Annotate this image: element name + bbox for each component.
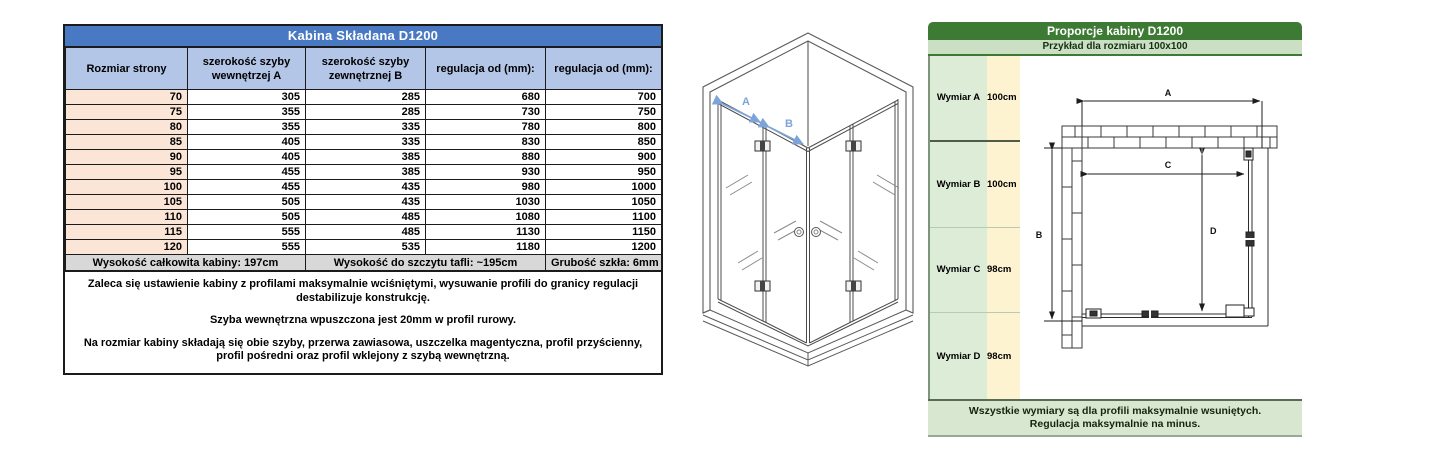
plan-dimension-a — [1082, 88, 1262, 148]
dimension-row — [930, 228, 1020, 314]
column-header-row — [66, 48, 662, 90]
value-cell: 535 — [306, 240, 426, 255]
value-cell: 730 — [426, 105, 546, 120]
value-cell: 285 — [306, 105, 426, 120]
value-cell: 1030 — [426, 195, 546, 210]
table-row — [66, 195, 662, 210]
value-cell: 505 — [188, 210, 306, 225]
column-header: szerokość szyby wewnętrzej A — [188, 48, 306, 90]
notes — [65, 271, 661, 364]
top-wall-profile — [1062, 126, 1277, 148]
dimension-label: Wymiar A — [930, 56, 987, 140]
value-cell: 900 — [546, 150, 662, 165]
plan-label-a: A — [1164, 88, 1172, 98]
panel-footer-note — [928, 399, 1302, 437]
size-cell: 90 — [66, 150, 188, 165]
size-cell: 100 — [66, 180, 188, 195]
size-cell: 70 — [66, 90, 188, 105]
size-cell: 115 — [66, 225, 188, 240]
plan-dimension-c — [1088, 160, 1244, 174]
column-header: Rozmiar strony — [66, 48, 188, 90]
dimension-value: 100cm — [987, 56, 1020, 140]
table-footer-row — [66, 255, 662, 271]
size-cell: 105 — [66, 195, 188, 210]
value-cell: 950 — [546, 165, 662, 180]
size-table — [65, 47, 662, 271]
dimension-label: Wymiar C — [930, 228, 987, 313]
left-wall-profile — [1062, 126, 1082, 348]
shower-tray — [703, 310, 913, 366]
value-cell: 1080 — [426, 210, 546, 225]
panel-footer-line: Regulacja maksymalnie na minus. — [1029, 418, 1201, 430]
value-cell: 505 — [188, 195, 306, 210]
panel-body — [928, 56, 1302, 399]
value-cell: 285 — [306, 90, 426, 105]
plan-label-b: B — [1035, 230, 1043, 240]
value-cell: 485 — [306, 225, 426, 240]
value-cell: 1180 — [426, 240, 546, 255]
value-cell: 305 — [188, 90, 306, 105]
table-row — [66, 225, 662, 240]
table-row — [66, 180, 662, 195]
value-cell: 1200 — [546, 240, 662, 255]
panel-title: Proporcje kabiny D1200 — [928, 22, 1302, 40]
dimension-list — [930, 56, 1020, 399]
size-cell: 85 — [66, 135, 188, 150]
value-cell: 1000 — [546, 180, 662, 195]
value-cell: 555 — [188, 240, 306, 255]
panel-footer-line: Wszystkie wymiary są dla profili maksymalnie wsuniętych. — [968, 405, 1262, 417]
column-header: regulacja od (mm): — [546, 48, 662, 90]
size-cell: 75 — [66, 105, 188, 120]
column-header: regulacja od (mm): — [426, 48, 546, 90]
dimension-row — [930, 142, 1020, 228]
value-cell: 405 — [188, 150, 306, 165]
footer-cell: Wysokość całkowita kabiny: 197cm — [66, 255, 306, 271]
dimension-value: 100cm — [987, 142, 1020, 227]
dimension-value: 98cm — [987, 313, 1020, 399]
value-cell: 455 — [188, 165, 306, 180]
value-cell: 385 — [306, 165, 426, 180]
value-cell: 435 — [306, 180, 426, 195]
value-cell: 1150 — [546, 225, 662, 240]
table-row — [66, 150, 662, 165]
dimension-row — [930, 56, 1020, 142]
door-knobs — [795, 228, 821, 237]
footer-cell: Grubość szkła: 6mm — [546, 255, 662, 271]
value-cell: 405 — [188, 135, 306, 150]
table-row — [66, 210, 662, 225]
note-paragraph: Szyba wewnętrzna wpuszczona jest 20mm w profil rurowy. — [209, 314, 517, 326]
panel-subtitle: Przykład dla rozmiaru 100x100 — [928, 40, 1302, 56]
value-cell: 435 — [306, 195, 426, 210]
value-cell: 355 — [188, 120, 306, 135]
size-cell: 110 — [66, 210, 188, 225]
plan-label-c: C — [1164, 160, 1172, 170]
size-cell: 95 — [66, 165, 188, 180]
table-row — [66, 165, 662, 180]
value-cell: 1100 — [546, 210, 662, 225]
size-cell: 120 — [66, 240, 188, 255]
value-cell: 680 — [426, 90, 546, 105]
value-cell: 750 — [546, 105, 662, 120]
value-cell: 455 — [188, 180, 306, 195]
table-title: Kabina Składana D1200 — [65, 26, 661, 47]
value-cell: 355 — [188, 105, 306, 120]
table-row — [66, 135, 662, 150]
table-row — [66, 240, 662, 255]
value-cell: 335 — [306, 120, 426, 135]
iso-cabin-diagram — [690, 25, 935, 400]
plan-view-diagram — [1020, 56, 1304, 399]
glass-reflections — [726, 175, 899, 270]
plan-label-d: D — [1210, 226, 1217, 236]
iso-dimension-b-label: B — [785, 118, 793, 130]
dimension-row — [930, 313, 1020, 399]
plan-dimension-d — [1202, 148, 1217, 311]
value-cell: 800 — [546, 120, 662, 135]
iso-dimension-a-label: A — [742, 96, 750, 108]
spec-table — [63, 24, 663, 375]
wall-outline — [703, 33, 913, 313]
footer-cell: Wysokość do szczytu tafli: ~195cm — [306, 255, 546, 271]
value-cell: 980 — [426, 180, 546, 195]
value-cell: 700 — [546, 90, 662, 105]
value-cell: 485 — [306, 210, 426, 225]
value-cell: 830 — [426, 135, 546, 150]
plan-dimension-b — [1036, 148, 1082, 321]
column-header: szerokość szyby zewnętrznej B — [306, 48, 426, 90]
table-row — [66, 105, 662, 120]
value-cell: 880 — [426, 150, 546, 165]
table-row — [66, 90, 662, 105]
value-cell: 555 — [188, 225, 306, 240]
value-cell: 1130 — [426, 225, 546, 240]
value-cell: 930 — [426, 165, 546, 180]
value-cell: 850 — [546, 135, 662, 150]
proportions-panel — [928, 22, 1302, 437]
size-cell: 80 — [66, 120, 188, 135]
table-row — [66, 120, 662, 135]
value-cell: 335 — [306, 135, 426, 150]
hinges — [755, 141, 861, 291]
value-cell: 780 — [426, 120, 546, 135]
dimension-value: 98cm — [987, 228, 1020, 313]
note-paragraph: Zaleca się ustawienie kabiny z profilami maksymalnie wciśniętymi, wysuwanie profili do granicy regulacji destabilizuje konstrukcję. — [87, 278, 639, 304]
note-paragraph: Na rozmiar kabiny składają się obie szyby, przerwa zawiasowa, uszczelka magentyczna, profil przyścienny, profil pośredni oraz profil wklejony z szybą wewnętrzną. — [83, 336, 643, 362]
dimension-label: Wymiar B — [930, 142, 987, 227]
value-cell: 385 — [306, 150, 426, 165]
value-cell: 1050 — [546, 195, 662, 210]
dimension-label: Wymiar D — [930, 313, 987, 399]
glass-plan-lines — [1082, 148, 1268, 326]
table-body — [66, 90, 662, 255]
